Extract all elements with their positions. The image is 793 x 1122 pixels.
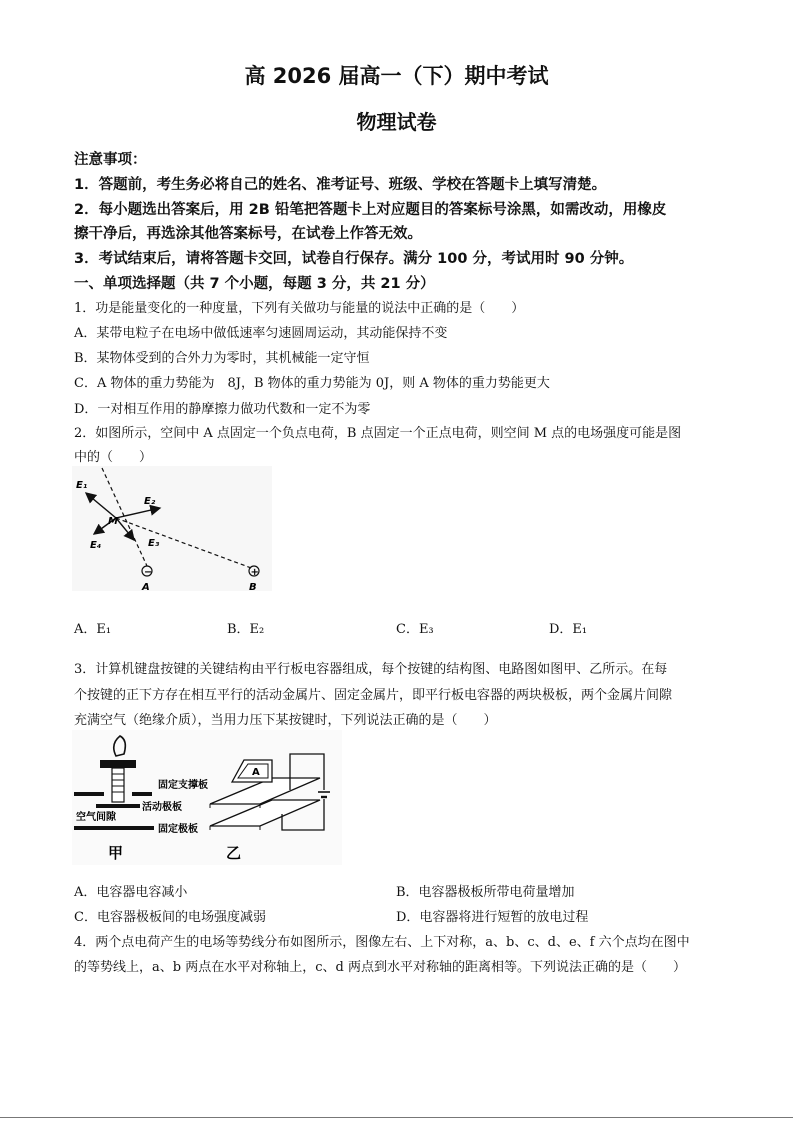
notice-item-2-cont: 擦干净后，再选涂其他答案标号，在试卷上作答无效。 [74,226,422,242]
q3-option-d: D．电容器将进行短暂的放电过程 [396,910,589,925]
support-plate-right [132,792,152,796]
exam-subtitle: 物理试卷 [356,110,437,134]
label-support: 固定支撑板 [158,780,208,791]
notice-heading: 注意事项： [74,152,147,168]
label-e4: E₄ [90,540,102,551]
q3-option-b: B．电容器极板所带电荷量增加 [396,885,575,900]
q1-option-b: B．某物体受到的合外力为零时，其机械能一定守恒 [74,351,370,366]
label-e3: E₃ [148,538,160,549]
q2-stem-line2: 中的（ ） [74,450,153,465]
q4-stem-line2: 的等势线上，a、b 两点在水平对称轴上，c、d 两点到水平对称轴的距离相等。下列说法正确的是（ ） [74,960,686,975]
q2-option-d: D．E₁ [549,622,588,637]
movable-plate [96,804,140,808]
q3-option-a: A．电容器电容减小 [74,885,188,900]
q1-option-c: C．A 物体的重力势能为 8J，B 物体的重力势能为 0J，则 A 物体的重力势能更大 [74,376,550,391]
label-fixed: 固定极板 [158,824,198,835]
notice-item-2: 2．每小题选出答案后，用 2B 铅笔把答题卡上对应题目的答案标号涂黑，如需改动，用橡皮 [74,202,667,218]
label-e2: E₂ [144,496,156,507]
q2-option-a: A．E₁ [74,622,112,637]
label-key-a: A [252,767,260,778]
q2-field-figure [72,466,272,596]
key-stem [112,768,124,802]
q3-option-c: C．电容器极板间的电场强度减弱 [74,910,266,925]
label-m: M [108,516,118,527]
exam-title: 高 2026 届高一（下）期中考试 [244,64,549,88]
plus-sign: + [250,567,259,578]
q3-stem-line1: 3．计算机键盘按键的关键结构由平行板电容器组成，每个按键的结构图、电路图如图甲、乙所示。在每 [74,662,668,677]
label-e1: E₁ [76,480,88,491]
minus-sign: − [144,567,153,578]
q3-keyboard-figure [72,730,342,865]
fixed-plate [74,826,154,830]
q4-stem-line1: 4．两个点电荷产生的电场等势线分布如图所示，图像左右、上下对称，a、b、c、d、e、f 六个点均在图中 [74,935,690,950]
key-cap [100,760,136,768]
q1-option-d: D．一对相互作用的静摩擦力做功代数和一定不为零 [74,402,371,417]
label-yi: 乙 [226,844,242,862]
q1-option-a: A．某带电粒子在电场中做低速率匀速圆周运动，其动能保持不变 [74,326,448,341]
notice-item-3: 3．考试结束后，请将答题卡交回，试卷自行保存。满分 100 分，考试用时 90 分钟。 [74,251,634,267]
label-jia: 甲 [108,844,124,862]
q2-stem-line1: 2．如图所示，空间中 A 点固定一个负点电荷，B 点固定一个正点电荷，则空间 M 点的电场强度可能是图 [74,426,682,441]
label-a: A [142,582,150,593]
support-plate-left [74,792,104,796]
notice-item-1: 1．答题前，考生务必将自己的姓名、准考证号、班级、学校在答题卡上填写清楚。 [74,177,607,193]
q2-option-c: C．E₃ [396,622,434,637]
q1-stem: 1．功是能量变化的一种度量，下列有关做功与能量的说法中正确的是（ ） [74,301,525,316]
label-b: B [249,582,257,593]
page-bottom-rule [0,1117,793,1118]
q3-stem-line3: 充满空气（绝缘介质），当用力压下某按键时，下列说法正确的是（ ） [74,713,497,728]
section-heading: 一、单项选择题（共 7 个小题，每题 3 分，共 21 分） [74,276,435,292]
q3-stem-line2: 个按键的正下方存在相互平行的活动金属片、固定金属片，即平行板电容器的两块极板，两个金属片间隙 [74,688,673,703]
label-air: 空气间隙 [76,812,116,823]
label-movable: 活动极板 [142,802,182,813]
q2-option-b: B．E₂ [227,622,265,637]
